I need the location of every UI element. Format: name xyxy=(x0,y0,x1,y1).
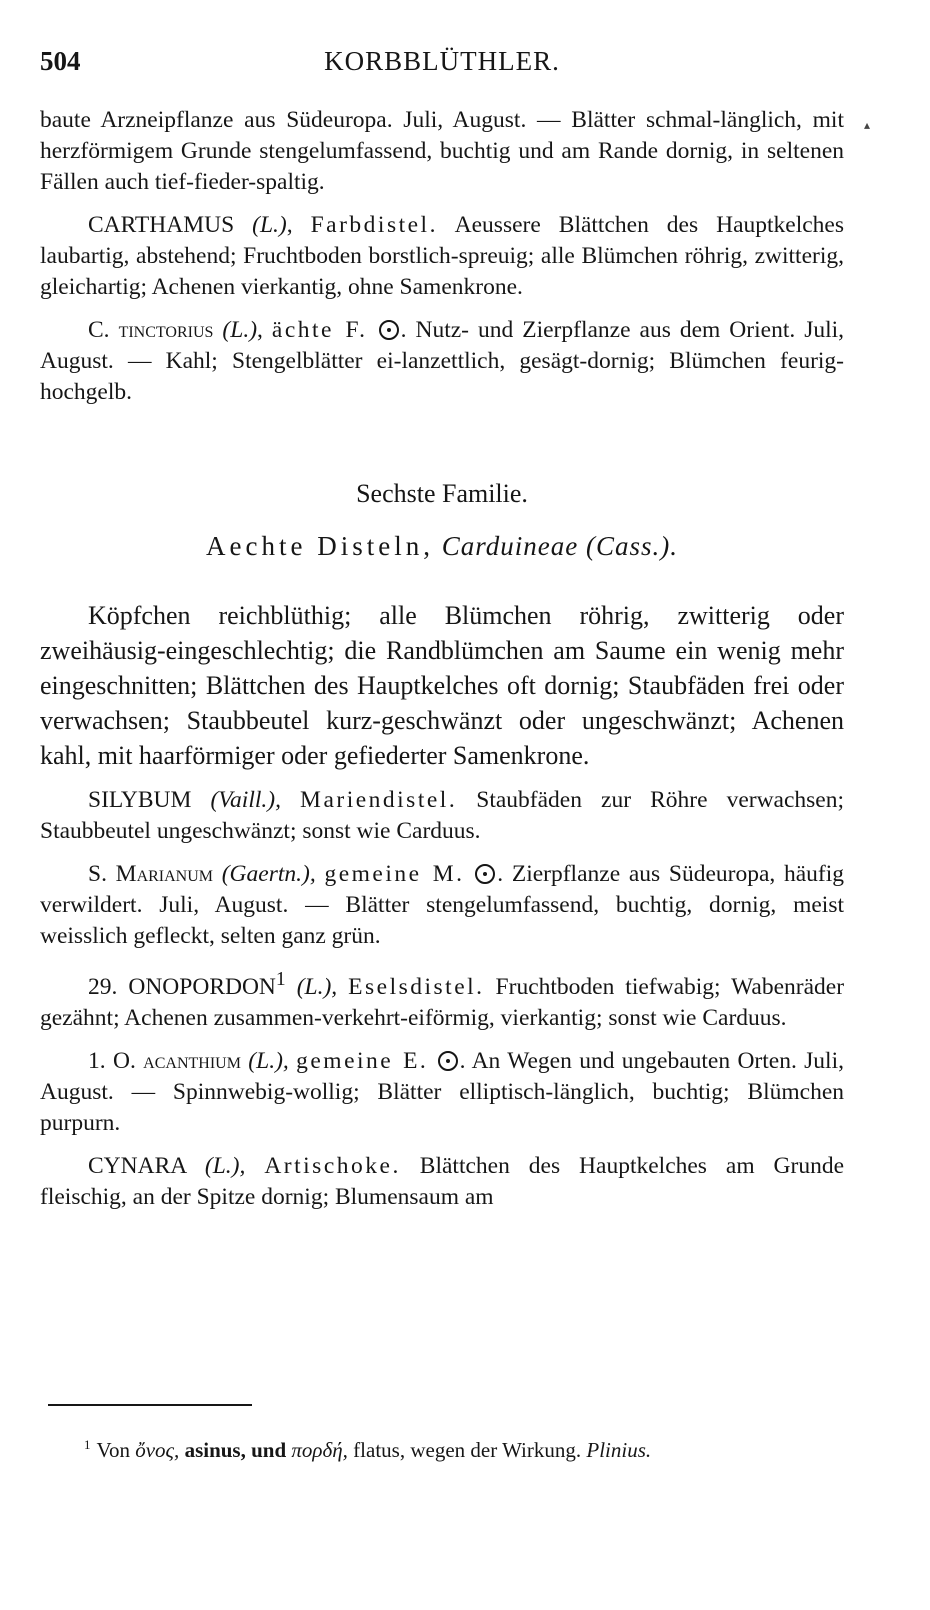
running-title: KORBBLÜTHLER. xyxy=(324,46,560,76)
entry-tinctorius: C. tinctorius (L.), ächte F. . Nutz- und Zierpflanze aus dem Orient. Juli, August. — Kahl; Stengelblätter ei-lanzettlich, gesägt-dornig; Blümchen feurig-hochgelb. xyxy=(40,317,845,405)
footnote-ref[interactable]: 1 xyxy=(275,969,286,990)
entry-onopordon xyxy=(40,964,844,1034)
authority: (L.) xyxy=(222,317,258,343)
family-description: Köpfchen reichblüthig; alle Blümchen röhrig, zwitterig oder zweihäusig-eingeschlechtig; die Randblümchen am Saume ein wenig mehr eingeschnitten; Blättchen des Hauptkelches oft dornig; Staubfäden frei oder verwachsen; Staubbeutel kurz-geschwänzt oder ungeschwänzt; Achenen kahl, mit haarförmiger oder gefiederter Samenkrone. xyxy=(40,601,844,770)
entry-number: 1. xyxy=(88,1047,106,1074)
common-name: Farbdistel. xyxy=(310,212,438,238)
common-name: ächte F. xyxy=(271,317,368,343)
entry-text: Aeussere Blättchen des Hauptkelches laubartig, abstehend; Fruchtboden borstlich-spreuig; alle Blümchen röhrig, zwitterig, gleichartig; Achenen vierkantig, ohne Samenkrone. xyxy=(40,212,844,300)
footnote-text: flatus, wegen der Wirkung. xyxy=(353,1438,582,1462)
annual-symbol-icon xyxy=(379,320,399,340)
entry-acanthium: 1. O. acanthium (L.), gemeine E. . An Wegen und ungebauten Orten. Juli, August. — Spinnwebig-wollig; Blätter elliptisch-länglich, buchtig; Blümchen purpurn. xyxy=(40,1047,844,1136)
entry-text: Staubfäden zur Röhre verwachsen; Staubbeutel ungeschwänzt; sonst wie Carduus. xyxy=(40,787,845,844)
page-number: 504 xyxy=(40,46,81,76)
authority: (L.) xyxy=(252,212,287,238)
genus-abbrev: S. xyxy=(88,861,107,887)
common-name: Artischoke. xyxy=(264,1152,401,1179)
paragraph-continuation: baute Arzneipflanze aus Südeuropa. Juli, August. — Blätter schmal-länglich, mit herzförmigem Grunde stengelumfassend, buchtig und am Rande dornig, in seltenen Fällen auch tief-fieder-spaltig. xyxy=(40,107,844,195)
entry-text: Blättchen des Hauptkelches am Grunde fleischig, an der Spitze dornig; Blumensaum am xyxy=(40,1152,845,1210)
annual-symbol-icon xyxy=(438,1051,458,1071)
entry-carthamus: CARTHAMUS (L.), Farbdistel. Aeussere Blättchen des Hauptkelches laubartig, abstehend; Fruchtboden borstlich-spreuig; alle Blümchen röhrig, zwitterig, gleichartig; Achenen vierkantig, ohne Samenkrone. xyxy=(40,212,844,300)
footnote-greek: ὄνος, xyxy=(135,1438,180,1462)
authority: (L.), xyxy=(248,1047,289,1074)
authority: (L.), xyxy=(296,973,338,1000)
common-name: gemeine M. xyxy=(324,861,465,887)
genus-name: SILYBUM xyxy=(88,787,192,813)
entry-number: 29. xyxy=(88,973,118,1000)
annual-symbol-icon xyxy=(475,864,495,884)
entry-text: Fruchtboden tiefwabig; Wabenräder gezähnt; Achenen zusammen-verkehrt-eiförmig, vierkantig; sonst wie Carduus. xyxy=(40,973,845,1031)
entry-cynara xyxy=(40,1151,844,1213)
footnote-text: asinus, und xyxy=(184,1438,287,1462)
page-header xyxy=(40,46,844,86)
common-name: gemeine E. xyxy=(296,1047,429,1074)
page-body xyxy=(40,105,844,1213)
genus-abbrev: C. xyxy=(88,317,110,343)
footnote-source: Plinius. xyxy=(586,1438,652,1462)
footnote-greek: πορδή, xyxy=(291,1438,348,1462)
genus-name: CYNARA xyxy=(88,1152,186,1179)
footnote xyxy=(84,1437,651,1463)
entry-silybum xyxy=(40,785,844,847)
family-label: Sechste Familie. xyxy=(356,479,528,508)
common-name: Eselsdistel. xyxy=(348,973,485,1000)
genus-name: ONOPORDON xyxy=(128,973,276,1000)
species-name: acanthium xyxy=(143,1047,241,1074)
family-latin: Carduineae (Cass.). xyxy=(441,531,678,561)
authority: (L.), xyxy=(204,1152,246,1179)
footnote-divider xyxy=(48,1404,252,1406)
entry-text: An Wegen und ungebauten Orten. Juli, August. — Spinnwebig-wollig; Blätter elliptisch-länglich, buchtig; Blümchen purpurn. xyxy=(40,1047,844,1136)
family-name: Aechte Disteln, xyxy=(206,531,434,561)
margin-mark: ▴ xyxy=(863,118,870,132)
family-title xyxy=(40,531,844,562)
species-name: Marianum xyxy=(115,861,214,887)
footnote-marker: 1 xyxy=(84,1437,91,1452)
footnote-text: Von xyxy=(96,1438,130,1462)
entry-text: Zierpflanze aus Südeuropa, häufig verwildert. Juli, August. — Blätter stengelumfassend, buchtig, dornig, meist weisslich gefleckt, selten ganz grün. xyxy=(40,861,845,949)
authority: (Vaill.), xyxy=(210,787,281,813)
common-name: Mariendistel. xyxy=(300,787,458,813)
authority: (Gaertn.), xyxy=(221,861,316,887)
entry-marianum: S. Marianum (Gaertn.), gemeine M. . Zierpflanze aus Südeuropa, häufig verwildert. Juli, August. — Blätter stengelumfassend, buchtig, dornig, meist weisslich gefleckt, selten ganz grün. xyxy=(40,861,845,949)
genus-name: CARTHAMUS xyxy=(88,212,235,238)
species-name: tinctorius xyxy=(118,317,214,343)
genus-abbrev: O. xyxy=(112,1047,136,1074)
entry-text: Nutz- und Zierpflanze aus dem Orient. Juli, August. — Kahl; Stengelblätter ei-lanzettlich, gesägt-dornig; Blümchen feurig-hochgelb. xyxy=(40,317,845,405)
